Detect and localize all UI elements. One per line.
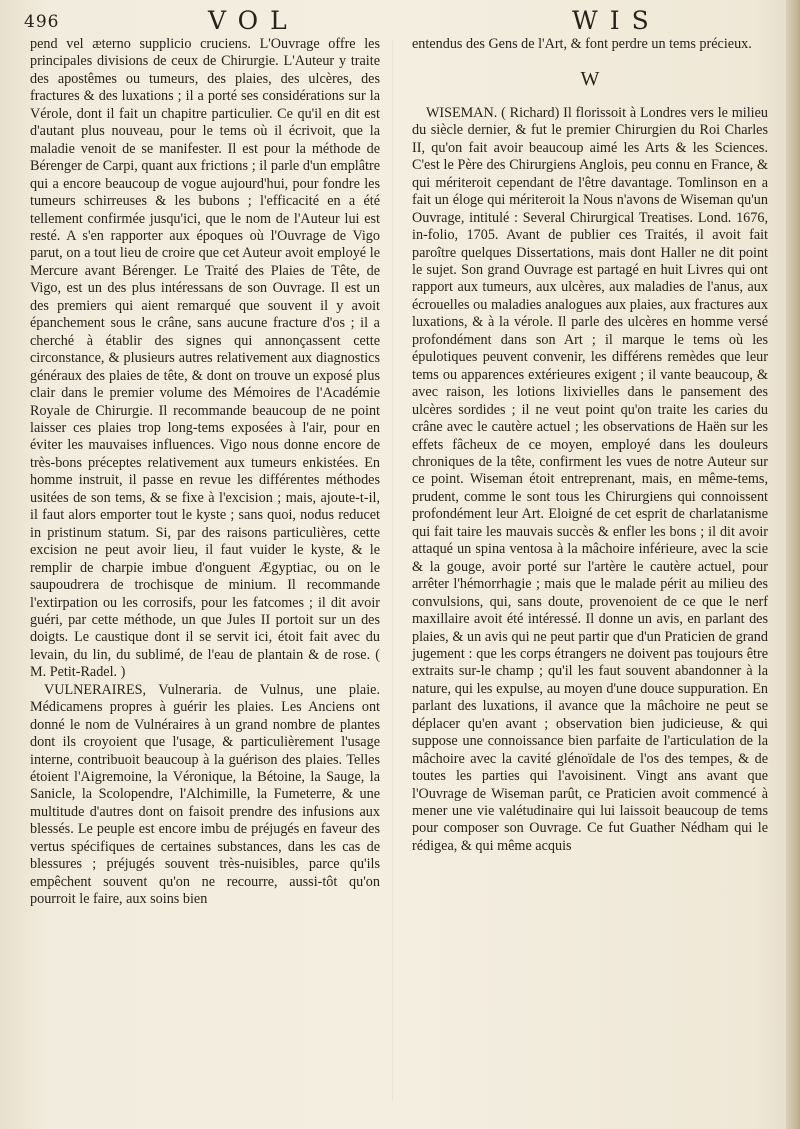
paragraph-wiseman: WISEMAN. ( Richard) Il florissoit à Londres vers le milieu du siècle dernier, & fut le premier Chirurgien du Roi Charles II, qu'on fait avoir beaucoup aimé les Arts & les Sciences. C'est le Père des Chirurgiens Anglois, peu connu en France, & qui mériteroit cependant de l'être davantage. Tomlinson en a fait un éloge qui mériteroit la Nous n'avons de Wiseman qu'un Ouvrage, intitulé : Several Chirurgical Treatises. Lond. 1676, in-folio, 1705. Avant de publier ces Traités, il avoit fait paroître quelques Dissertations, mais dont Haller ne dit point le sujet. Son grand Ouvrage est partagé en huit Livres qui ont rapport aux tumeurs, aux ulcères, aux maladies de l'anus, aux écrouelles ou maladies analogues aux plaies, aux fractures aux luxations, & à la vérole. Il parle des ulcères en homme versé profondément dans son Art ; il marque le tems où les épulotiques peuvent convenir, les différens remèdes que leur tems ou apparences extérieures exigent ; il vante beaucoup, & avec raison, les lotions lixivielles dans le pansement des ulcères sordides ; il ne veut point qu'on traite les caries du crâne avec le cautère actuel ; les observations de Haën sur les effets fâcheux de ce moyen, employé dans les douleurs chroniques de la tête, confirment les vues de notre Auteur sur ce point. Wiseman étoit entreprenant, mais, en même-tems, prudent, comme le sont tous les Chirurgiens qui connoissent profondément leur Art. Eloigné de cet esprit de charlatanisme qui fait taire les mauvais succès & enfler les bons ; il dit avoir attaqué un spina ventosa à la mâchoire inférieure, avec la scie & la gouge, avoir porté sur l'artère le cautère actuel, pour arrêter l'hémorrhagie ; mais que le malade périt au milieu des convulsions, qui, sans doute, provenoient de ce que le nerf maxillaire avoit été intéressé. Il donne un avis, en parlant des plaies, & un avis qui ne peut partir que d'un Praticien de grand jugement : que les corps étrangers ne doivent pas toujours être extraits sur-le champ ; qu'il les faut souvent abandonner à la nature, qui les expulse, au moyen d'une douce suppuration. En parlant des luxations, il avance que la mâchoire ne peut se déplacer qu'en avant ; observation bien judicieuse, & qui suppose une connoissance bien parfaite de l'articulation de la mâchoire avec la cavité glénoïdale de l'os des tempes, & de toutes les parties qui l'avoisinent. Vingt ans avant que l'Ouvrage de Wiseman parût, ce Praticien avoit commencé à mener une vie valétudinaire qui lui laissoit beaucoup de tems pour composer son Ouvrage. Ce fut Guather Nédham qui le rédigea, & qui même acquis bbox=[412, 104, 768, 854]
left-column bbox=[30, 36, 380, 909]
paragraph-vulneraires: VULNERAIRES, Vulneraria. de Vulnus, une plaie. Médicamens propres à guérir les plaies. Les Anciens ont donné le nom de Vulnéraires à un grand nombre de plantes dont ils croyoient que l'usage, & particulièrement l'usage interne, contribuoit beaucoup à la guérison des plaies. Telles étoient l'Aigremoine, la Véronique, la Bétoine, la Sauge, la Sanicle, la Scolopendre, l'Alchimille, la Fumeterre, & une multitude d'autres dont on faisoit prendre des infusions aux blessés. Le peuple est encore imbu de préjugés en faveur des vertus spécifiques de certaines substances, dans les cas de blessures ; préjugés souvent très-nuisibles, parce qu'ils empêchent souvent qu'on ne recourre, aussi-tôt qu'on pourroit le faire, aux soins bien bbox=[30, 681, 380, 908]
right-column bbox=[412, 36, 768, 855]
section-letter: W bbox=[580, 68, 600, 91]
paragraph-vigo-continued: pend vel æterno supplicio cruciens. L'Ouvrage offre les principales divisions de ceux de Chirurgie. L'Auteur y traite des apostêmes ou tumeurs, des plaies, des ulcères, des fractures & des luxations ; il a porté ses considérations sur la Vérole, dont il fait un chapitre particulier. Ce qu'il en dit est d'autant plus nouveau, pour le tems où il écrivoit, que la maladie venoit de se manifester. Il est pour la méthode de Bérenger de Carpi, quant aux frictions ; il parle d'un emplâtre qui a encore beaucoup de vogue aujourd'hui, pour fondre les tumeurs schirreuses & les bubons ; l'efficacité en a été tellement confirmée jusqu'ici, que le nom de l'Auteur lui est resté. A s'en rapporter aux époques où l'Ouvrage de Vigo parut, on a tout lieu de croire que cet Auteur avoit employé le Mercure avant Bérenger. Le Traité des Plaies de Tête, de Vigo, est un des plus intéressans de son Ouvrage. Il est un des premiers qui aient remarqué que souvent il y avoit épanchement sous le crâne, sans aucune fracture d'os ; il a cherché à établir des signes qui annonçassent cette circonstance, & plusieurs autres relativement aux diagnostics généraux des plaies de tête, & dont on trouve un exposé plus clair dans le premier volume des Mémoires de l'Académie Royale de Chirurgie. Il recommande beaucoup de ne point laisser ces plaies trop long-tems exposées à l'air, pour en éviter les mauvaises influences. Vigo nous donne encore de très-bons préceptes relativement aux tumeurs enkistées. En homme instruit, il passe en revue les différentes méthodes usitées de son tems, & se fixe à l'excision ; mais, ajoute-t-il, il faut alors emporter tout le kyste ; sans quoi, nodus reducet in pristinum statum. Si, par des raisons particulières, cette excision ne peut avoir lieu, il faut vuider le kyste, & le remplir de charpie imbue d'onguent Ægyptiac, ou on le saupoudrera de trochisque de minium. Il recommande l'extirpation ou les corrosifs, pour les fatcomes ; il dit avoir guéri, par cette méthode, un que Jules II portoit sur un des doigts. Le caustique dont il se servit ici, étoit fait avec du levain, du lin, du sublimé, de l'eau de plantain & de rose. ( M. Petit-Radel. ) bbox=[30, 36, 380, 681]
running-head-right: WIS bbox=[572, 6, 661, 35]
column-gutter bbox=[392, 40, 393, 1100]
page-number: 496 bbox=[24, 12, 60, 32]
page-edge bbox=[786, 0, 800, 1129]
running-head-left: VOL bbox=[208, 6, 299, 35]
paragraph-continued: entendus des Gens de l'Art, & font perdre un tems précieux. bbox=[412, 36, 752, 52]
